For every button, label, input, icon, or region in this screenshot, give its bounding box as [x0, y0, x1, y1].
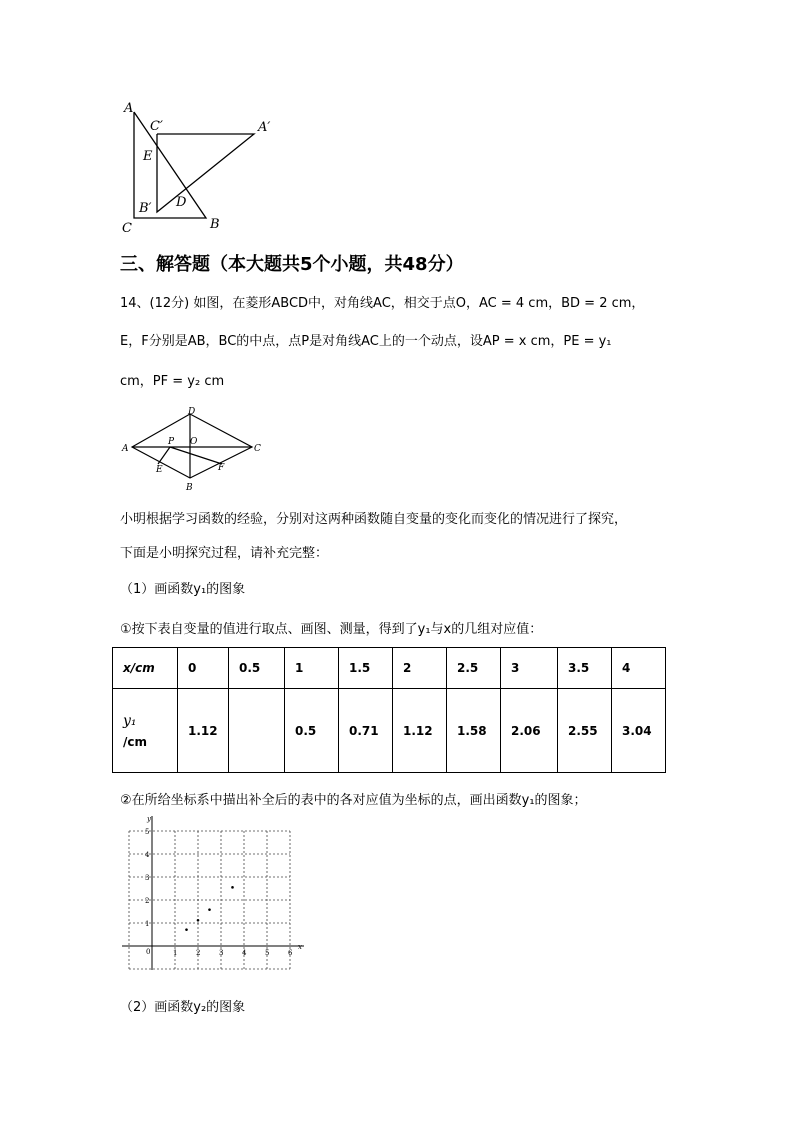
- x-tick-label: 1: [173, 949, 178, 957]
- plotted-point: [197, 919, 200, 922]
- part-1-title: （1）画函数y₁的图象: [120, 582, 246, 597]
- table-cell: 3.5: [558, 648, 612, 689]
- table-cell: 0: [178, 648, 229, 689]
- point-label: E: [156, 465, 163, 475]
- point-label: D: [176, 195, 187, 210]
- table-cell: 0.5: [229, 648, 285, 689]
- point-label: C: [122, 221, 132, 236]
- x-tick-label: 6: [288, 949, 293, 957]
- table-cell: 1.12: [178, 689, 229, 773]
- part-1-step-2: ②在所给坐标系中描出补全后的表中的各对应值为坐标的点，画出函数y₁的图象；: [120, 793, 587, 808]
- y-tick-label: 5: [145, 828, 150, 836]
- table-header-y1: y₁ /cm: [113, 689, 178, 773]
- part-1-step-1: ①按下表自变量的值进行取点、画图、测量，得到了y₁与x的几组对应值：: [120, 622, 543, 637]
- table-header-x: x/cm: [113, 648, 178, 689]
- table-cell: 2: [393, 648, 447, 689]
- plotted-point: [231, 886, 234, 889]
- coordinate-grid: [120, 812, 315, 977]
- x-tick-label: 3: [219, 949, 224, 957]
- point-label: E: [143, 149, 153, 164]
- part-2-title: （2）画函数y₂的图象: [120, 1000, 246, 1015]
- table-cell: 2.5: [447, 648, 501, 689]
- y-tick-label: 3: [145, 874, 150, 882]
- table-cell: 1.58: [447, 689, 501, 773]
- x-tick-label: 4: [242, 949, 247, 957]
- point-label: B′: [139, 201, 152, 216]
- table-cell: 3: [501, 648, 558, 689]
- table-cell: 2.06: [501, 689, 558, 773]
- y-tick-label: 1: [145, 920, 150, 928]
- point-label: F: [218, 463, 225, 473]
- table-cell: 0.5: [285, 689, 339, 773]
- section-title: 三、解答题（本大题共5个小题，共48分）: [120, 254, 464, 275]
- point-label: A′: [258, 120, 271, 135]
- y-axis-label: y: [147, 815, 151, 823]
- point-label: B: [186, 483, 193, 492]
- table-cell: 1.5: [339, 648, 393, 689]
- intro-line-1: 小明根据学习函数的经验，分别对这两种函数随自变量的变化而变化的情况进行了探究，: [120, 512, 628, 527]
- point-label: D: [188, 407, 196, 417]
- figure-rhombus: [118, 402, 268, 492]
- point-label: B: [210, 217, 220, 232]
- value-table: [112, 647, 666, 773]
- point-label: C: [254, 444, 261, 454]
- figure-triangles: [110, 100, 290, 240]
- table-row-x: [113, 648, 666, 689]
- y-tick-label: 4: [145, 851, 150, 859]
- x-tick-label: 2: [196, 949, 201, 957]
- plotted-point: [208, 908, 211, 911]
- table-row-y1: [113, 689, 666, 773]
- intro-line-2: 下面是小明探究过程，请补充完整：: [120, 546, 329, 561]
- table-cell: 1.12: [393, 689, 447, 773]
- point-label: A: [124, 101, 134, 116]
- origin-label: 0: [146, 948, 151, 956]
- problem-14-line-2: E，F分别是AB，BC的中点，点P是对角线AC上的一个动点，设AP = x cm，PE = y₁: [120, 334, 612, 349]
- y-tick-label: 2: [145, 897, 150, 905]
- point-label: P: [168, 437, 175, 447]
- problem-14-line-3: cm，PF = y₂ cm: [120, 374, 225, 389]
- table-cell: 0.71: [339, 689, 393, 773]
- point-label: O: [190, 437, 198, 447]
- x-tick-label: 5: [265, 949, 270, 957]
- plotted-point: [185, 928, 188, 931]
- point-label: A: [122, 444, 129, 454]
- point-label: C′: [150, 119, 163, 134]
- problem-14-line-1: 14、(12分) 如图，在菱形ABCD中，对角线AC，相交于点O，AC = 4 cm，BD = 2 cm，: [120, 296, 645, 311]
- table-cell: 3.04: [612, 689, 666, 773]
- x-axis-label: x: [298, 943, 302, 951]
- table-cell-blank: [229, 689, 285, 773]
- table-cell: 1: [285, 648, 339, 689]
- table-cell: 4: [612, 648, 666, 689]
- table-cell: 2.55: [558, 689, 612, 773]
